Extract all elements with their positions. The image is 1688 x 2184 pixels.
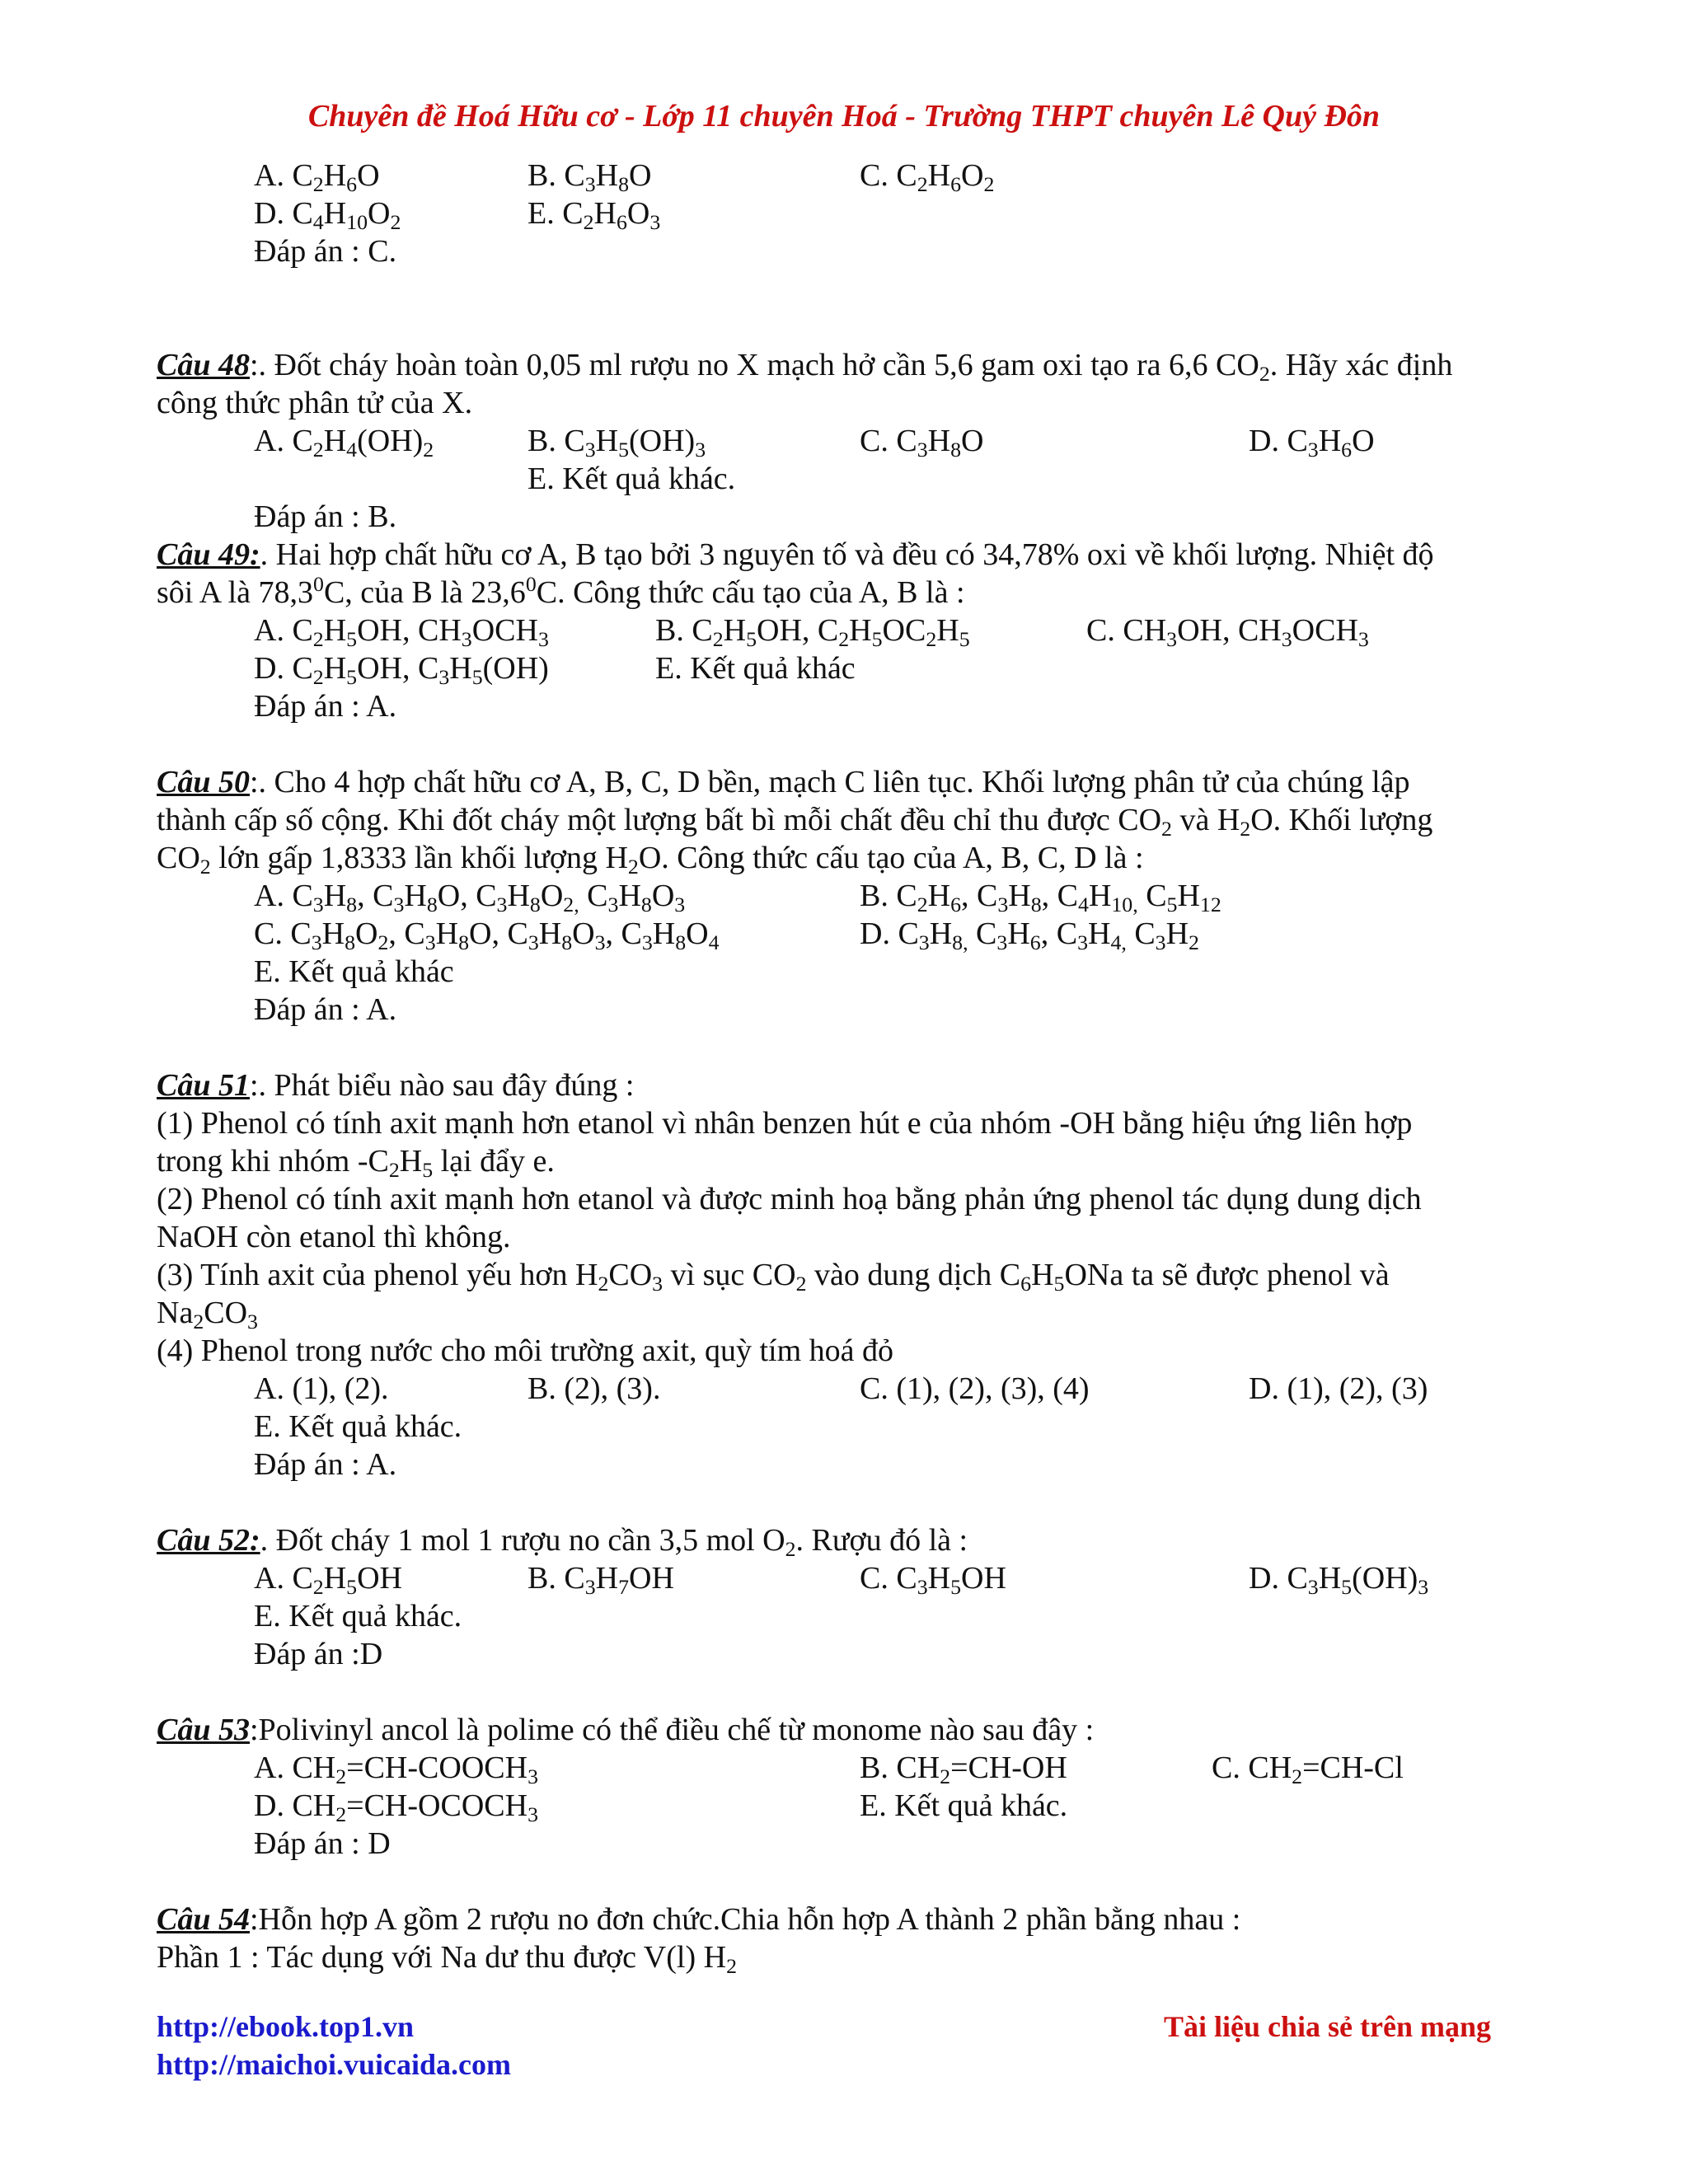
q50-question-cont2: $CO_2$ lớn gấp 1,8333 lần khối lượng $H_2O$. Công thức cấu tạo của A, B, C, D là : [157,841,1144,879]
q49-option-b: B. $C_2H_5OH$, $C_2H_5OC_2H_5$ [655,613,970,652]
q51-statement-2-cont: NaOH còn etanol thì không. [157,1220,511,1254]
q51-question: Câu 51:. Phát biểu nào sau đây đúng : [157,1068,635,1103]
q48-option-c: C. $C_3H_8O$ [860,424,984,462]
q49-answer: Đáp án : A. [254,689,397,724]
q48-question-cont: công thức phân tử của X. [157,386,473,420]
q50-option-b: B. $C_2H_6$, $C_3H_8$, $C_4H_{10,}$ $C_5H_{12}$ [860,879,1221,917]
q53-option-b: B. $CH_2=CH-OH$ [860,1750,1067,1789]
q51-statement-4: (4) Phenol trong nước cho môi trường axit, quỳ tím hoá đỏ [157,1333,894,1368]
q48-option-a: A. $C_2H_4(OH)_2$ [254,424,434,462]
q50-option-c: C. $C_3H_8O_2$, $C_3H_8O$, $C_3H_8O_3$, $C_3H_8O_4$ [254,916,720,955]
q49-option-c: C. $CH_3OH$, $CH_3OCH_3$ [1086,613,1369,652]
q52-option-b: B. $C_3H_7OH$ [528,1561,674,1600]
q51-statement-3-cont: $Na_2CO_3$ [157,1296,258,1334]
q47-answer: Đáp án : C. [254,234,397,269]
footer-link-ebook[interactable]: http://ebook.top1.vn [157,2010,415,2043]
q48-option-b: B. $C_3H_5(OH)_3$ [528,424,706,462]
q47-option-c: C. $C_2H_6O_2$ [860,158,995,197]
q49-question-cont: sôi A là 78,3$^0$C, của B là 23,6$^0$C. Công thức cấu tạo của A, B là : [157,571,965,610]
q47-option-e: E. $C_2H_6O_3$ [528,196,661,235]
q52-option-a: A. $C_2H_5OH$ [254,1561,402,1600]
q53-option-a: A. $CH_2=CH-COOCH_3$ [254,1750,538,1789]
q48-label: Câu 48 [157,348,250,382]
q50-option-e: E. Kết quả khác [254,954,454,989]
q50-question-cont1: thành cấp số cộng. Khi đốt cháy một lượng bất bì mỗi chất đều chỉ thu được $CO_2$ và $H_2O$. Khối lượng [157,803,1433,841]
q49-option-e: E. Kết quả khác [655,651,856,686]
q47-option-a: A. $C_2H_6O$ [254,158,380,197]
q53-option-e: E. Kết quả khác. [860,1788,1068,1823]
q53-question: Câu 53:Polivinyl ancol là polime có thể điều chế từ monome nào sau đây : [157,1713,1095,1747]
q47-option-b: B. $C_3H_8O$ [528,158,652,197]
q52-option-d: D. $C_3H_5(OH)_3$ [1249,1561,1429,1600]
footer-link-maichoi[interactable]: http://maichoi.vuicaida.com [157,2048,511,2081]
q49-option-a: A. $C_2H_5OH$, $CH_3OCH_3$ [254,613,549,652]
q49-question: Câu 49:. Hai hợp chất hữu cơ A, B tạo bởi 3 nguyên tố và đều có 34,78% oxi về khối lượng. Nhiệt độ [157,537,1434,572]
q53-label: Câu 53 [157,1713,250,1747]
q51-option-d: D. (1), (2), (3) [1249,1371,1428,1406]
q50-option-a: A. $C_3H_8$, $C_3H_8O$, $C_3H_8O_{2,}$ $C_3H_8O_3$ [254,879,686,917]
q53-answer: Đáp án : D [254,1826,391,1861]
q53-option-c: C. $CH_2=CH-Cl$ [1212,1750,1404,1789]
q48-option-d: D. $C_3H_6O$ [1249,424,1375,462]
q52-label: Câu 52: [157,1523,260,1558]
q50-answer: Đáp án : A. [254,992,397,1027]
footer-note: Tài liệu chia sẻ trên mạng [1164,2010,1491,2043]
q51-label: Câu 51 [157,1068,250,1103]
q51-statement-1: (1) Phenol có tính axit mạnh hơn etanol vì nhân benzen hút e của nhóm -OH bằng hiệu ứng liên hợp [157,1106,1413,1141]
q52-option-c: C. $C_3H_5OH$ [860,1561,1006,1600]
q51-statement-3: (3) Tính axit của phenol yếu hơn $H_2CO_3$ vì sục $CO_2$ vào dung dịch $C_6H_5ONa$ ta sẽ được phenol và [157,1258,1390,1296]
q54-question: Câu 54:Hỗn hợp A gồm 2 rượu no đơn chức.Chia hỗn hợp A thành 2 phần bằng nhau : [157,1902,1241,1937]
q48-option-e: E. Kết quả khác. [528,462,736,496]
q51-statement-2: (2) Phenol có tính axit mạnh hơn etanol và được minh hoạ bằng phản ứng phenol tác dụng dung dịch [157,1182,1422,1216]
q52-answer: Đáp án :D [254,1637,383,1671]
q53-option-d: D. $CH_2=CH-OCOCH_3$ [254,1788,538,1827]
page-header: Chuyên đề Hoá Hữu cơ - Lớp 11 chuyên Hoá - Trường THPT chuyên Lê Quý Đôn [307,99,1381,134]
q49-label: Câu 49: [157,537,260,572]
q47-option-d: D. $C_4H_{10}O_2$ [254,196,401,235]
q51-option-a: A. (1), (2). [254,1371,389,1406]
q51-option-e: E. Kết quả khác. [254,1409,462,1444]
q51-option-b: B. (2), (3). [528,1371,661,1406]
q54-part-1: Phần 1 : Tác dụng với Na dư thu được V(l) $H_2$ [157,1940,737,1979]
q54-label: Câu 54 [157,1902,250,1937]
q48-question: Câu 48:. Đốt cháy hoàn toàn 0,05 ml rượu no X mạch hở cần 5,6 gam oxi tạo ra 6,6 $CO_2$. Hãy xác định [157,348,1453,387]
q52-option-e: E. Kết quả khác. [254,1599,462,1633]
q49-option-d: D. $C_2H_5OH$, $C_3H_5(OH)$ [254,651,549,690]
q48-answer: Đáp án : B. [254,499,397,534]
q51-statement-1-cont: trong khi nhóm $-C_2H_5$ lại đẩy e. [157,1144,555,1183]
q50-question: Câu 50:. Cho 4 hợp chất hữu cơ A, B, C, D bền, mạch C liên tục. Khối lượng phân tử của chúng lập [157,765,1410,799]
q51-answer: Đáp án : A. [254,1447,397,1482]
q50-option-d: D. $C_3H_{8,}$ $C_3H_6$, $C_3H_{4,}$ $C_3H_2$ [860,916,1199,955]
q50-label: Câu 50 [157,765,250,799]
q51-option-c: C. (1), (2), (3), (4) [860,1371,1090,1406]
q52-question: Câu 52:. Đốt cháy 1 mol 1 rượu no cần 3,5 mol $O_2$. Rượu đó là : [157,1523,968,1562]
